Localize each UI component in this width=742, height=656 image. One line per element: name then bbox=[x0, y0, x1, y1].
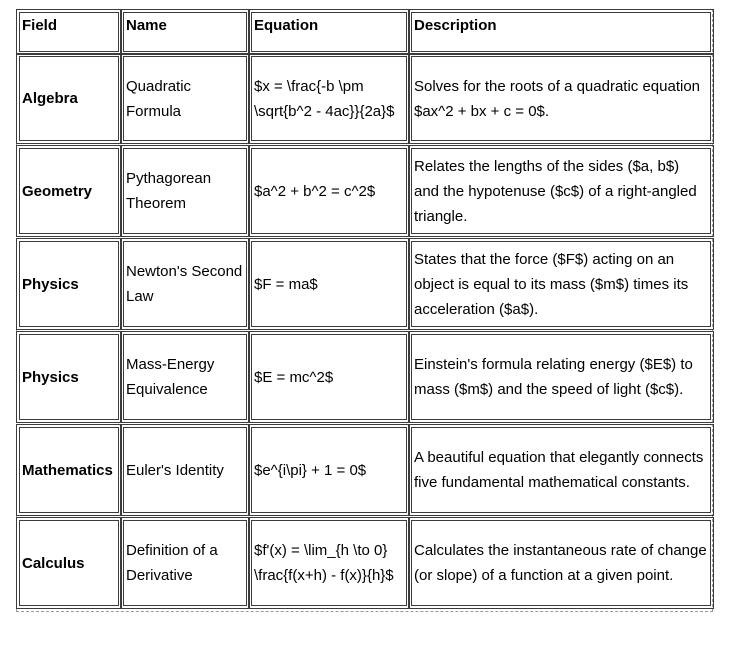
cell-field: Mathematics bbox=[19, 427, 119, 513]
cell-name: Definition of a Derivative bbox=[123, 520, 247, 606]
cell-description: Solves for the roots of a quadratic equation $ax^2 + bx + c = 0$. bbox=[411, 56, 711, 141]
header-name: Name bbox=[123, 12, 247, 52]
cell-name: Quadratic Formula bbox=[123, 56, 247, 141]
cell-equation: $E = mc^2$ bbox=[251, 334, 407, 420]
cell-description: Einstein's formula relating energy ($E$) to mass ($m$) and the speed of light ($c$). bbox=[411, 334, 711, 420]
cell-field: Algebra bbox=[19, 56, 119, 141]
cell-equation: $x = \frac{-b \pm \sqrt{b^2 - 4ac}}{2a}$ bbox=[251, 56, 407, 141]
cell-description: Relates the lengths of the sides ($a, b$) and the hypotenuse ($c$) of a right-angled triangle. bbox=[411, 148, 711, 234]
cell-field: Calculus bbox=[19, 520, 119, 606]
document-page bbox=[16, 9, 713, 612]
cell-description: A beautiful equation that elegantly connects five fundamental mathematical constants. bbox=[411, 427, 711, 513]
cell-description: Calculates the instantaneous rate of change (or slope) of a function at a given point. bbox=[411, 520, 711, 606]
cell-name: Euler's Identity bbox=[123, 427, 247, 513]
cell-field: Physics bbox=[19, 241, 119, 327]
cell-field: Geometry bbox=[19, 148, 119, 234]
cell-description: States that the force ($F$) acting on an object is equal to its mass ($m$) times its acceleration ($a$). bbox=[411, 241, 711, 327]
header-field: Field bbox=[19, 12, 119, 52]
cell-name: Newton's Second Law bbox=[123, 241, 247, 327]
cell-field: Physics bbox=[19, 334, 119, 420]
header-description: Description bbox=[411, 12, 711, 52]
cell-equation: $a^2 + b^2 = c^2$ bbox=[251, 148, 407, 234]
cell-equation: $e^{i\pi} + 1 = 0$ bbox=[251, 427, 407, 513]
cell-equation: $F = ma$ bbox=[251, 241, 407, 327]
cell-name: Mass-Energy Equivalence bbox=[123, 334, 247, 420]
header-equation: Equation bbox=[251, 12, 407, 52]
cell-name: Pythagorean Theorem bbox=[123, 148, 247, 234]
cell-equation: $f'(x) = \lim_{h \to 0} \frac{f(x+h) - f(x)}{h}$ bbox=[251, 520, 407, 606]
